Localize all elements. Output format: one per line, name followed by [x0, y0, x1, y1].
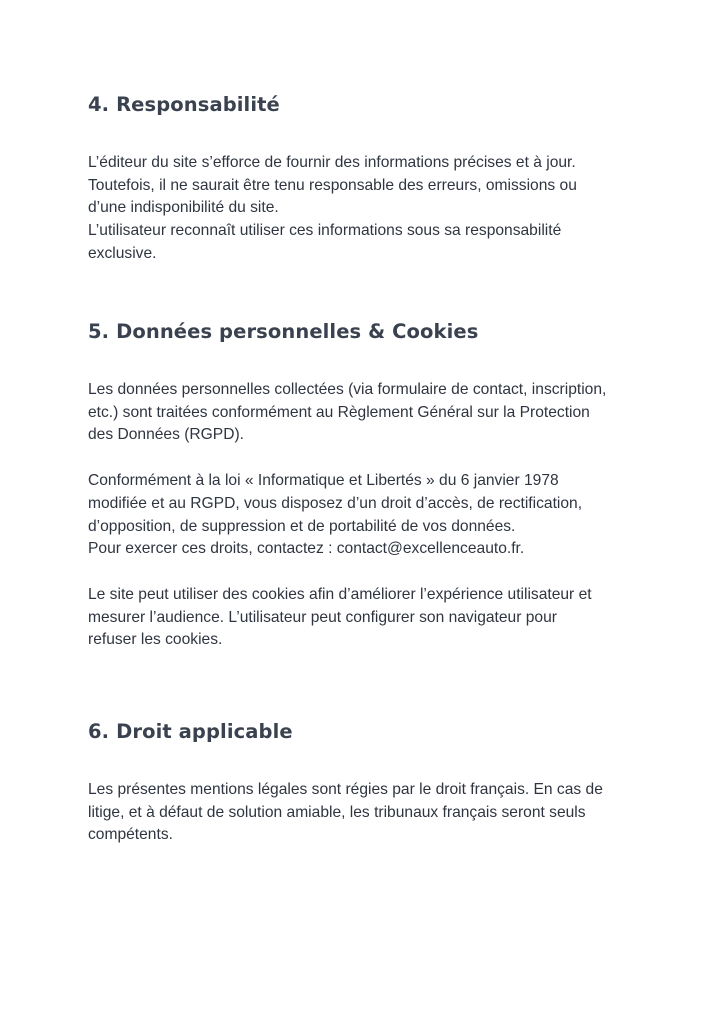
paragraph: [88, 379, 648, 447]
paragraph: [88, 152, 648, 266]
text-line: L’éditeur du site s’efforce de fournir des informations précises et à jour.: [88, 154, 576, 171]
section-heading: 4. Responsabilité: [88, 93, 280, 116]
text-line: refuser les cookies.: [88, 631, 223, 649]
paragraph: [88, 470, 648, 561]
text-line: Les données personnelles collectées (via formulaire de contact, inscription,: [88, 381, 607, 398]
text-line: Les présentes mentions légales sont régies par le droit français. En cas de: [88, 781, 603, 798]
text-line: L’utilisateur reconnaît utiliser ces informations sous sa responsabilité: [88, 222, 562, 240]
paragraph: [88, 584, 648, 652]
text-line: Le site peut utiliser des cookies afin d’améliorer l’expérience utilisateur et: [88, 585, 592, 603]
text-line: etc.) sont traitées conformément au Règlement Général sur la Protection: [88, 403, 590, 421]
text-line: d’opposition, de suppression et de portabilité de vos données.: [88, 517, 516, 535]
text-line: exclusive.: [88, 244, 157, 262]
text-line: Conformément à la loi « Informatique et Libertés » du 6 janvier 1978: [88, 472, 559, 490]
section-heading: 5. Données personnelles & Cookies: [88, 320, 479, 343]
section-responsabilite: [88, 92, 648, 266]
section-heading: 6. Droit applicable: [88, 720, 293, 743]
text-line: modifiée et au RGPD, vous disposez d’un droit d’accès, de rectification,: [88, 494, 583, 512]
text-line: mesurer l’audience. L’utilisateur peut configurer son navigateur pour: [88, 608, 557, 626]
text-line: des Données (RGPD).: [88, 426, 244, 444]
text-line: d’une indisponibilité du site.: [88, 199, 279, 217]
paragraph: [88, 779, 648, 847]
text-line: Toutefois, il ne saurait être tenu responsable des erreurs, omissions ou: [88, 176, 577, 194]
section-donnees-personnelles: [88, 319, 648, 652]
text-line: compétents.: [88, 826, 173, 844]
section-droit-applicable: [88, 719, 648, 847]
text-line: Pour exercer ces droits, contactez : contact@excellenceauto.fr.: [88, 540, 525, 558]
text-line: litige, et à défaut de solution amiable, les tribunaux français seront seuls: [88, 803, 586, 821]
